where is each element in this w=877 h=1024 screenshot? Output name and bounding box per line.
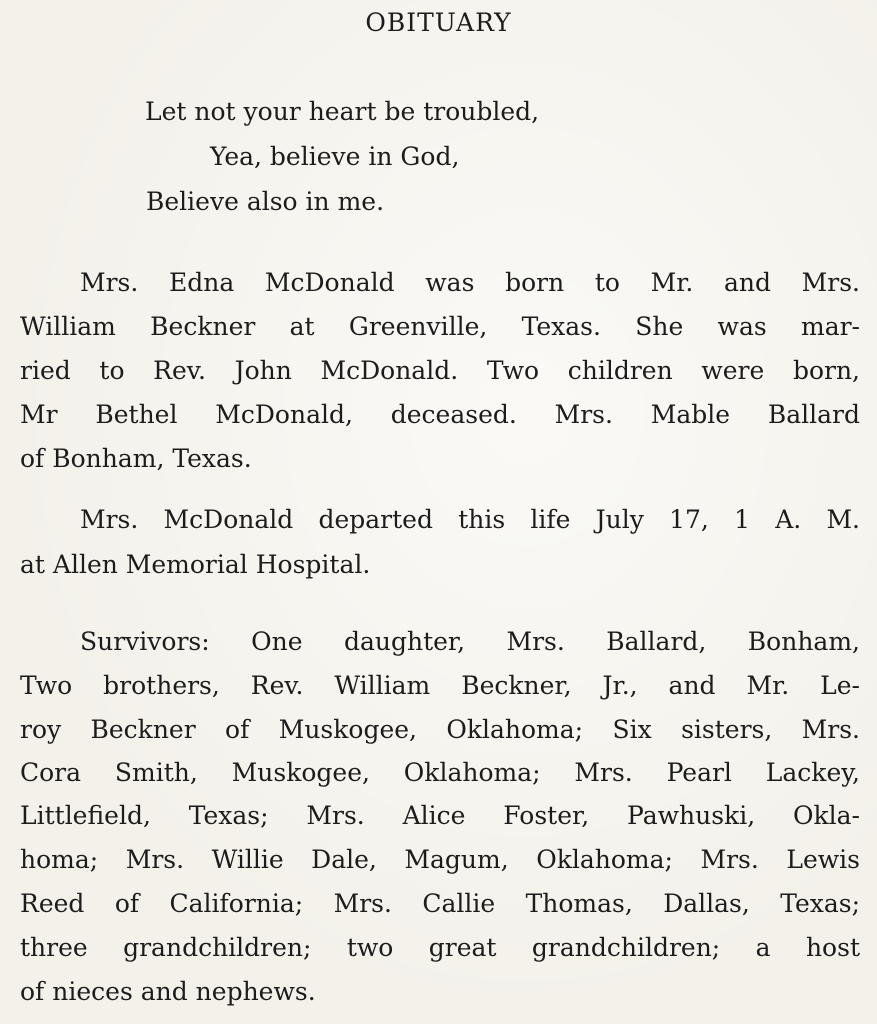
verse-line-2: Yea, believe in God, xyxy=(210,142,460,171)
verse-line-3: Believe also in me. xyxy=(146,187,385,216)
page-title: OBITUARY xyxy=(365,8,512,37)
verse-line-1: Let not your heart be troubled, xyxy=(145,97,540,126)
paragraph-3-line-5: Littlefield, Texas; Mrs. Alice Foster, Pawhuski, Okla- xyxy=(20,801,860,830)
paragraph-2-line-1: Mrs. McDonald departed this life July 17, 1 A. M. xyxy=(80,505,860,534)
paragraph-3-line-9: of nieces and nephews. xyxy=(20,977,316,1006)
paragraph-1-line-3: ried to Rev. John McDonald. Two children were born, xyxy=(20,356,860,385)
paragraph-1-line-2: William Beckner at Greenville, Texas. She was mar- xyxy=(20,312,860,341)
paragraph-3-line-1: Survivors: One daughter, Mrs. Ballard, Bonham, xyxy=(80,627,860,656)
paragraph-3-line-6: homa; Mrs. Willie Dale, Magum, Oklahoma; Mrs. Lewis xyxy=(20,845,860,874)
paragraph-1-line-5: of Bonham, Texas. xyxy=(20,444,252,473)
paragraph-1-line-4: Mr Bethel McDonald, deceased. Mrs. Mable Ballard xyxy=(20,400,860,429)
paragraph-3-line-2: Two brothers, Rev. William Beckner, Jr., and Mr. Le- xyxy=(20,671,860,700)
paragraph-3-line-7: Reed of California; Mrs. Callie Thomas, Dallas, Texas; xyxy=(20,889,860,918)
paragraph-3-line-4: Cora Smith, Muskogee, Oklahoma; Mrs. Pearl Lackey, xyxy=(20,758,860,787)
paragraph-1-line-1: Mrs. Edna McDonald was born to Mr. and Mrs. xyxy=(80,268,860,297)
paragraph-3-line-3: roy Beckner of Muskogee, Oklahoma; Six sisters, Mrs. xyxy=(20,715,860,744)
paragraph-3-line-8: three grandchildren; two great grandchildren; a host xyxy=(20,933,860,962)
paragraph-2-line-2: at Allen Memorial Hospital. xyxy=(20,550,371,579)
